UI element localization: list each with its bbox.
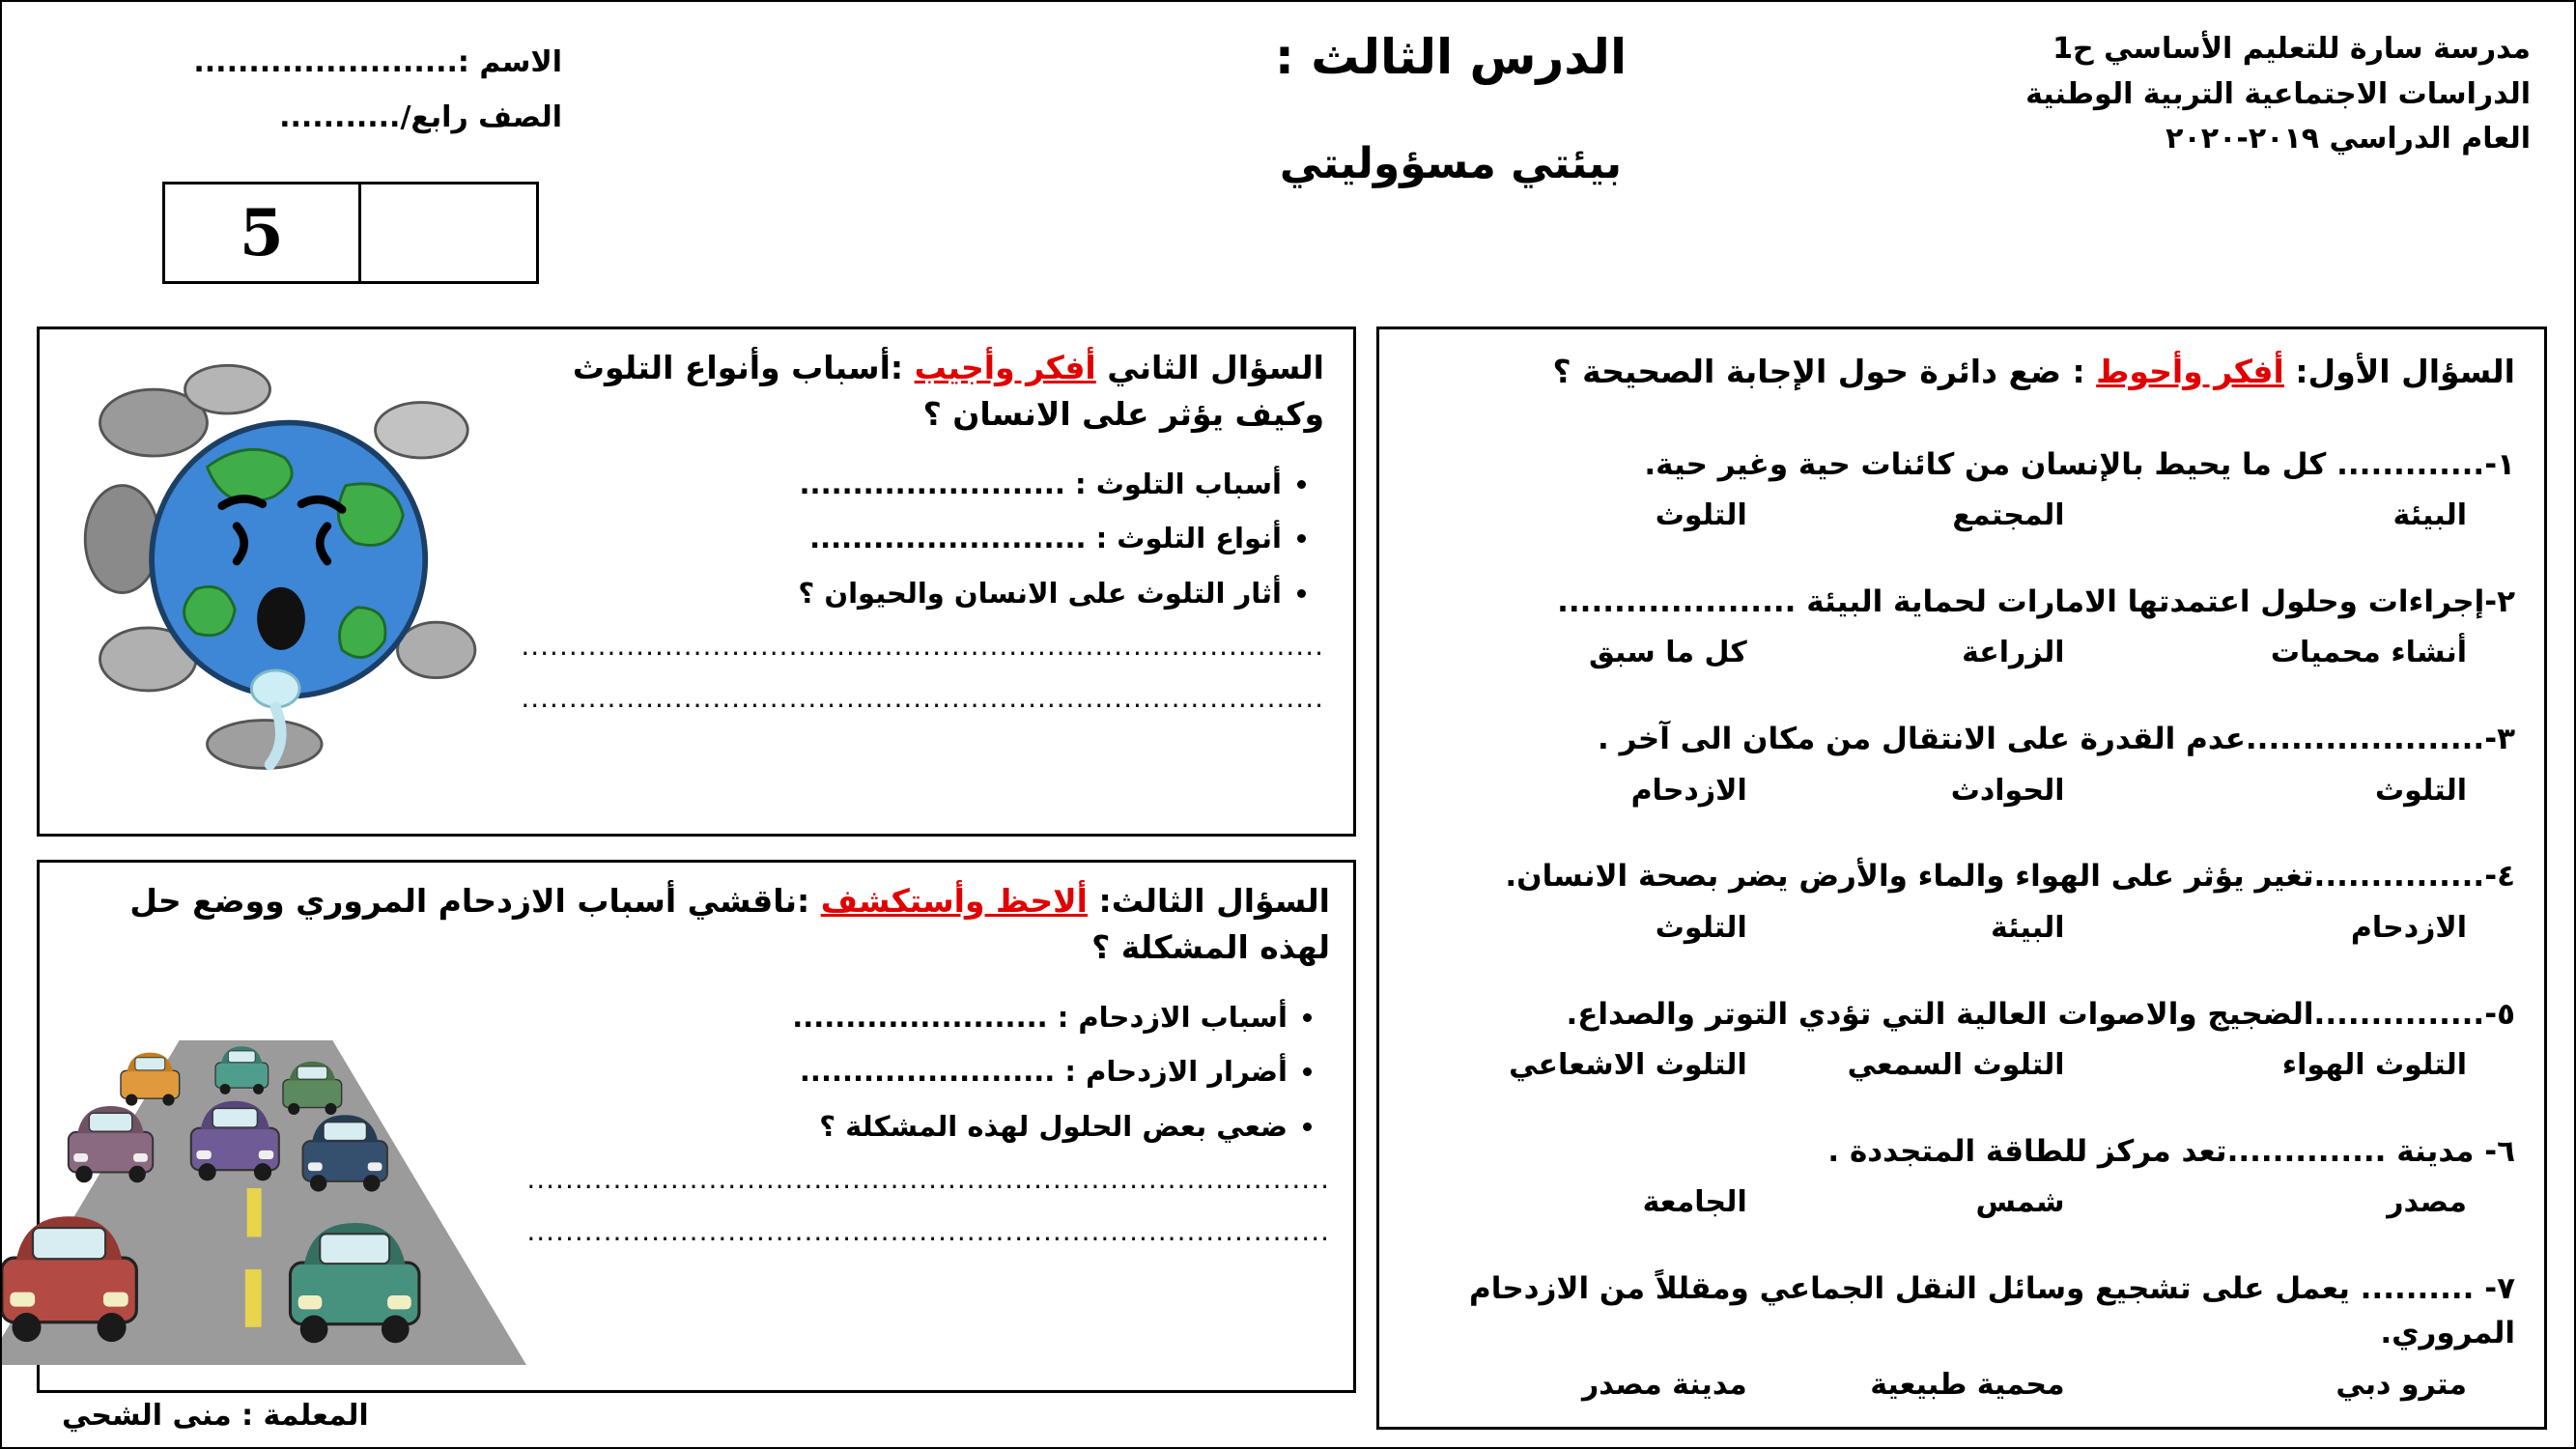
school-year-line: العام الدراسي ٢٠١٩-٢٠٢٠ — [2166, 122, 2531, 156]
mcq-option[interactable]: البيئة — [1991, 910, 2065, 945]
mcq-options-row — [1408, 1048, 2515, 1082]
mcq-item-3 — [1408, 717, 2515, 808]
lesson-title: بيئتي مسؤوليتي — [1279, 139, 1623, 188]
mcq-options-row — [1408, 911, 2515, 945]
mcq-options-row — [1408, 774, 2515, 808]
mcq-option[interactable]: التلوث — [1655, 498, 1747, 533]
mcq-item-5 — [1408, 992, 2515, 1083]
question3-text-column — [526, 971, 1330, 1367]
student-class-field[interactable]: الصف رابع/........... — [279, 100, 562, 134]
mcq-options-row — [1408, 636, 2515, 669]
grade-empty-cell — [361, 185, 536, 281]
question1-title-suffix: : ضع دائرة حول الإجابة الصحيحة ؟ — [1552, 353, 2085, 390]
question2-strategy-label: أفكر وأجيب — [914, 349, 1096, 386]
mcq-option[interactable]: التلوث السمعي — [1847, 1048, 2065, 1083]
bullet-item[interactable]: • أضرار الازدحام : ........................ — [526, 1044, 1288, 1099]
mcq-option[interactable]: مترو دبي — [2335, 1367, 2467, 1402]
question1-title-prefix: السؤال الأول: — [2295, 353, 2515, 390]
mcq-option[interactable]: أنشاء محميات — [2270, 636, 2467, 670]
answer-blank-line[interactable]: .................................................................................... — [526, 1163, 1330, 1196]
answer-blank-line[interactable]: .................................................................................... — [526, 1214, 1330, 1247]
earth-pollution-svg — [69, 345, 494, 780]
mcq-option[interactable]: كل ما سبق — [1588, 636, 1747, 670]
question3-box — [37, 860, 1356, 1393]
mcq-option[interactable]: مدينة مصدر — [1581, 1367, 1747, 1402]
question2-bullets — [499, 457, 1324, 621]
question3-title-prefix: السؤال الثالث: — [1098, 882, 1330, 920]
mcq-item-1 — [1408, 442, 2515, 533]
mcq-option[interactable]: شمس — [1975, 1185, 2065, 1220]
question3-title-suffix: :ناقشي أسباب الازدحام المروري ووضع حل لهذه المشكلة ؟ — [129, 882, 1330, 966]
lesson-label: الدرس الثالث : — [1274, 29, 1628, 85]
mcq-options-row — [1408, 498, 2515, 532]
lesson-block — [1055, 29, 1847, 188]
mcq-option[interactable]: البيئة — [2392, 498, 2467, 533]
mcq-options-row — [1408, 1185, 2515, 1219]
bullet-item[interactable]: • أسباب التلوث : ......................... — [499, 457, 1282, 512]
mcq-item-4 — [1408, 854, 2515, 945]
mcq-option[interactable]: الزراعة — [1962, 636, 2065, 670]
school-info — [2025, 27, 2531, 162]
question3-bullets — [526, 990, 1330, 1154]
mcq-question-text: ٥-...............الضجيج والاصوات العالية التي تؤدي التوتر والصداع. — [1566, 996, 2515, 1032]
mcq-option[interactable]: الحوادث — [1950, 773, 2065, 808]
teacher-name: المعلمة : منى الشحي — [62, 1399, 369, 1433]
question1-title — [1408, 349, 2515, 395]
mcq-item-2 — [1408, 580, 2515, 670]
mcq-question-text: ٤-...............تغير يؤثر على الهواء والماء والأرض يضر بصحة الانسان. — [1505, 859, 2515, 895]
mcq-option[interactable]: مصدر — [2387, 1185, 2467, 1220]
question2-title — [499, 345, 1324, 438]
answer-blank-line[interactable]: .................................................................................... — [521, 630, 1324, 663]
mcq-question-text: ٦- مدينة ..............تعد مركز للطاقة المتجددة . — [1827, 1133, 2515, 1169]
question2-title-prefix: السؤال الثاني — [1107, 349, 1324, 386]
mcq-option[interactable]: الازدحام — [2350, 910, 2467, 945]
mcq-question-text: ١-............. كل ما يحيط بالإنسان من كائنات حية وغير حية. — [1644, 446, 2515, 482]
grade-value: 5 — [165, 185, 361, 281]
grade-box — [162, 182, 539, 284]
question2-box — [37, 327, 1356, 837]
mcq-question-text: ٢-إجراءات وحلول اعتمدتها الامارات لحماية البيئة ..................... — [1557, 583, 2515, 619]
mcq-option[interactable]: التلوث — [1655, 910, 1747, 945]
bullet-item: • أثار التلوث على الانسان والحيوان ؟ — [499, 566, 1282, 621]
question2-title-suffix: :أسباب وأنواع التلوث وكيف يؤثر على الانسان ؟ — [572, 349, 1324, 433]
subject-line: الدراسات الاجتماعية التربية الوطنية — [2025, 76, 2531, 111]
mcq-option[interactable]: المجتمع — [1952, 498, 2065, 533]
mcq-option[interactable]: التلوث الاشعاعي — [1509, 1048, 1747, 1083]
mcq-option[interactable]: التلوث — [2375, 773, 2467, 808]
school-name: مدرسة سارة للتعليم الأساسي ح1 — [2052, 32, 2531, 66]
mcq-option[interactable]: الجامعة — [1642, 1185, 1747, 1220]
question2-text-column — [499, 345, 1330, 818]
answer-blank-line[interactable]: .................................................................................... — [521, 681, 1324, 714]
mcq-question-text: ٧- .......... يعمل على تشجيع وسائل النقل الجماعي ومقللاً من الازدحام المروري. — [1468, 1270, 2515, 1351]
traffic-jam-illustration — [0, 971, 526, 1367]
question3-title — [63, 878, 1330, 971]
bullet-item[interactable]: • أسباب الازدحام : ........................ — [526, 990, 1288, 1045]
mcq-option[interactable]: محمية طبيعية — [1870, 1367, 2065, 1402]
mcq-option[interactable]: التلوث الهواء — [2281, 1048, 2467, 1083]
mcq-options-row — [1408, 1368, 2515, 1402]
mcq-question-text: ٣-.....................عدم القدرة على الانتقال من مكان الى آخر . — [1598, 722, 2515, 757]
bullet-item: • ضعي بعض الحلول لهذه المشكلة ؟ — [526, 1099, 1288, 1154]
student-block — [156, 35, 562, 145]
bullet-item[interactable]: • أنواع التلوث : .......................... — [499, 511, 1282, 566]
question1-strategy-label: أفكر وأحوط — [2096, 353, 2284, 390]
traffic-jam-svg — [0, 1038, 526, 1367]
question1-box — [1376, 327, 2547, 1430]
earth-pollution-illustration — [63, 345, 499, 818]
student-name-field[interactable]: الاسم :........................ — [193, 45, 562, 79]
mcq-option[interactable]: الازدحام — [1630, 773, 1747, 808]
question3-strategy-label: ألاحظ وأستكشف — [820, 882, 1088, 920]
mcq-item-6 — [1408, 1129, 2515, 1220]
mcq-item-7 — [1408, 1266, 2515, 1402]
